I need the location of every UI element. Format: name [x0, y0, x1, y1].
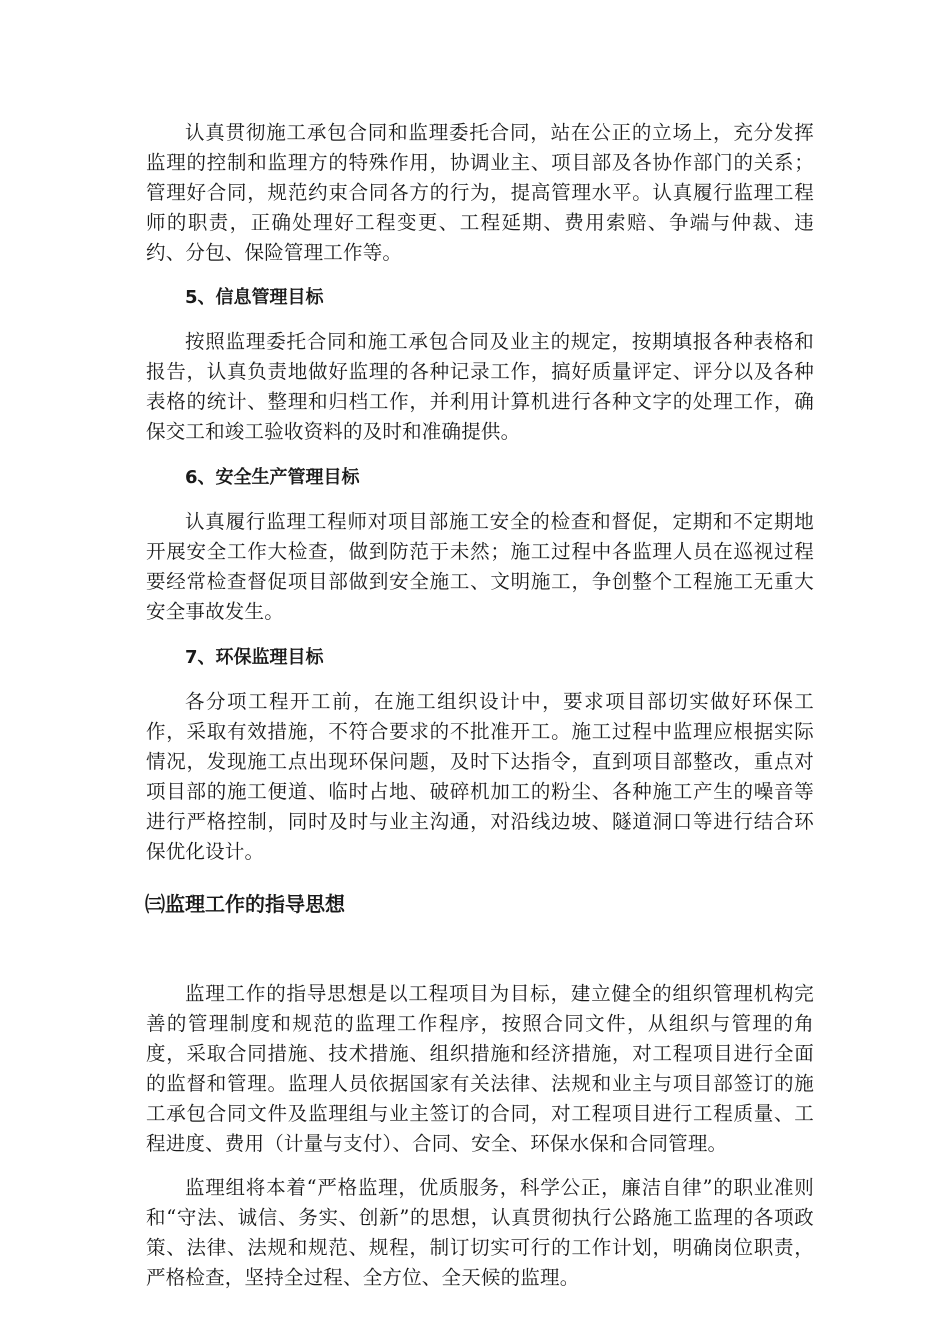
- environmental-supervision-paragraph: 各分项工程开工前，在施工组织设计中，要求项目部切实做好环保工作，采取有效措施，不符合要求的不批准开工。施工过程中监理应根据实际情况，发现施工点出现环保问题，及时下达指令，直到项目部整改，重点对项目部的施工便道、临时占地、破碎机加工的粉尘、各种施工产生的噪音等进行严格控制，同时及时与业主沟通，对沿线边坡、隧道洞口等进行结合环保优化设计。: [146, 690, 814, 863]
- guiding-ideology-paragraph: 监理工作的指导思想是以工程项目为目标，建立健全的组织管理机构完善的管理制度和规范的监理工作程序，按照合同文件，从组织与管理的角度，采取合同措施、技术措施、组织措施和经济措施，对工程项目进行全面的监督和管理。监理人员依据国家有关法律、法规和业主与项目部签订的施工承包合同文件及监理组与业主签订的合同，对工程项目进行工程质量、工程进度、费用（计量与支付）、合同、安全、环保水保和合同管理。: [146, 982, 814, 1155]
- document-page: [146, 118, 814, 1293]
- environmental-supervision-heading: 7、环保监理目标: [185, 647, 324, 668]
- safety-management-paragraph: 认真履行监理工程师对项目部施工安全的检查和督促，定期和不定期地开展安全工作大检查，做到防范于未然；施工过程中各监理人员在巡视过程要经常检查督促项目部做到安全施工、文明施工，争创整个工程施工无重大安全事故发生。: [146, 510, 814, 623]
- supervision-principles-paragraph: 监理组将本着“严格监理，优质服务，科学公正，廉洁自律”的职业准则和“守法、诚信、务实、创新”的思想，认真贯彻执行公路施工监理的各项政策、法律、法规和规范、规程，制订切实可行的工作计划，明确岗位职责，严格检查，坚持全过程、全方位、全天候的监理。: [146, 1176, 814, 1289]
- guiding-ideology-section-title: ㈢监理工作的指导思想: [145, 892, 345, 916]
- contract-management-paragraph: 认真贯彻施工承包合同和监理委托合同，站在公正的立场上，充分发挥监理的控制和监理方的特殊作用，协调业主、项目部及各协作部门的关系；管理好合同，规范约束合同各方的行为，提高管理水平。认真履行监理工程师的职责，正确处理好工程变更、工程延期、费用索赔、争端与仲裁、违约、分包、保险管理工作等。: [146, 121, 814, 264]
- information-management-heading: 5、信息管理目标: [185, 287, 324, 308]
- information-management-paragraph: 按照监理委托合同和施工承包合同及业主的规定，按期填报各种表格和报告，认真负责地做好监理的各种记录工作，搞好质量评定、评分以及各种表格的统计、整理和归档工作，并利用计算机进行各种文字的处理工作，确保交工和竣工验收资料的及时和准确提供。: [146, 330, 814, 443]
- safety-management-heading: 6、安全生产管理目标: [185, 467, 360, 488]
